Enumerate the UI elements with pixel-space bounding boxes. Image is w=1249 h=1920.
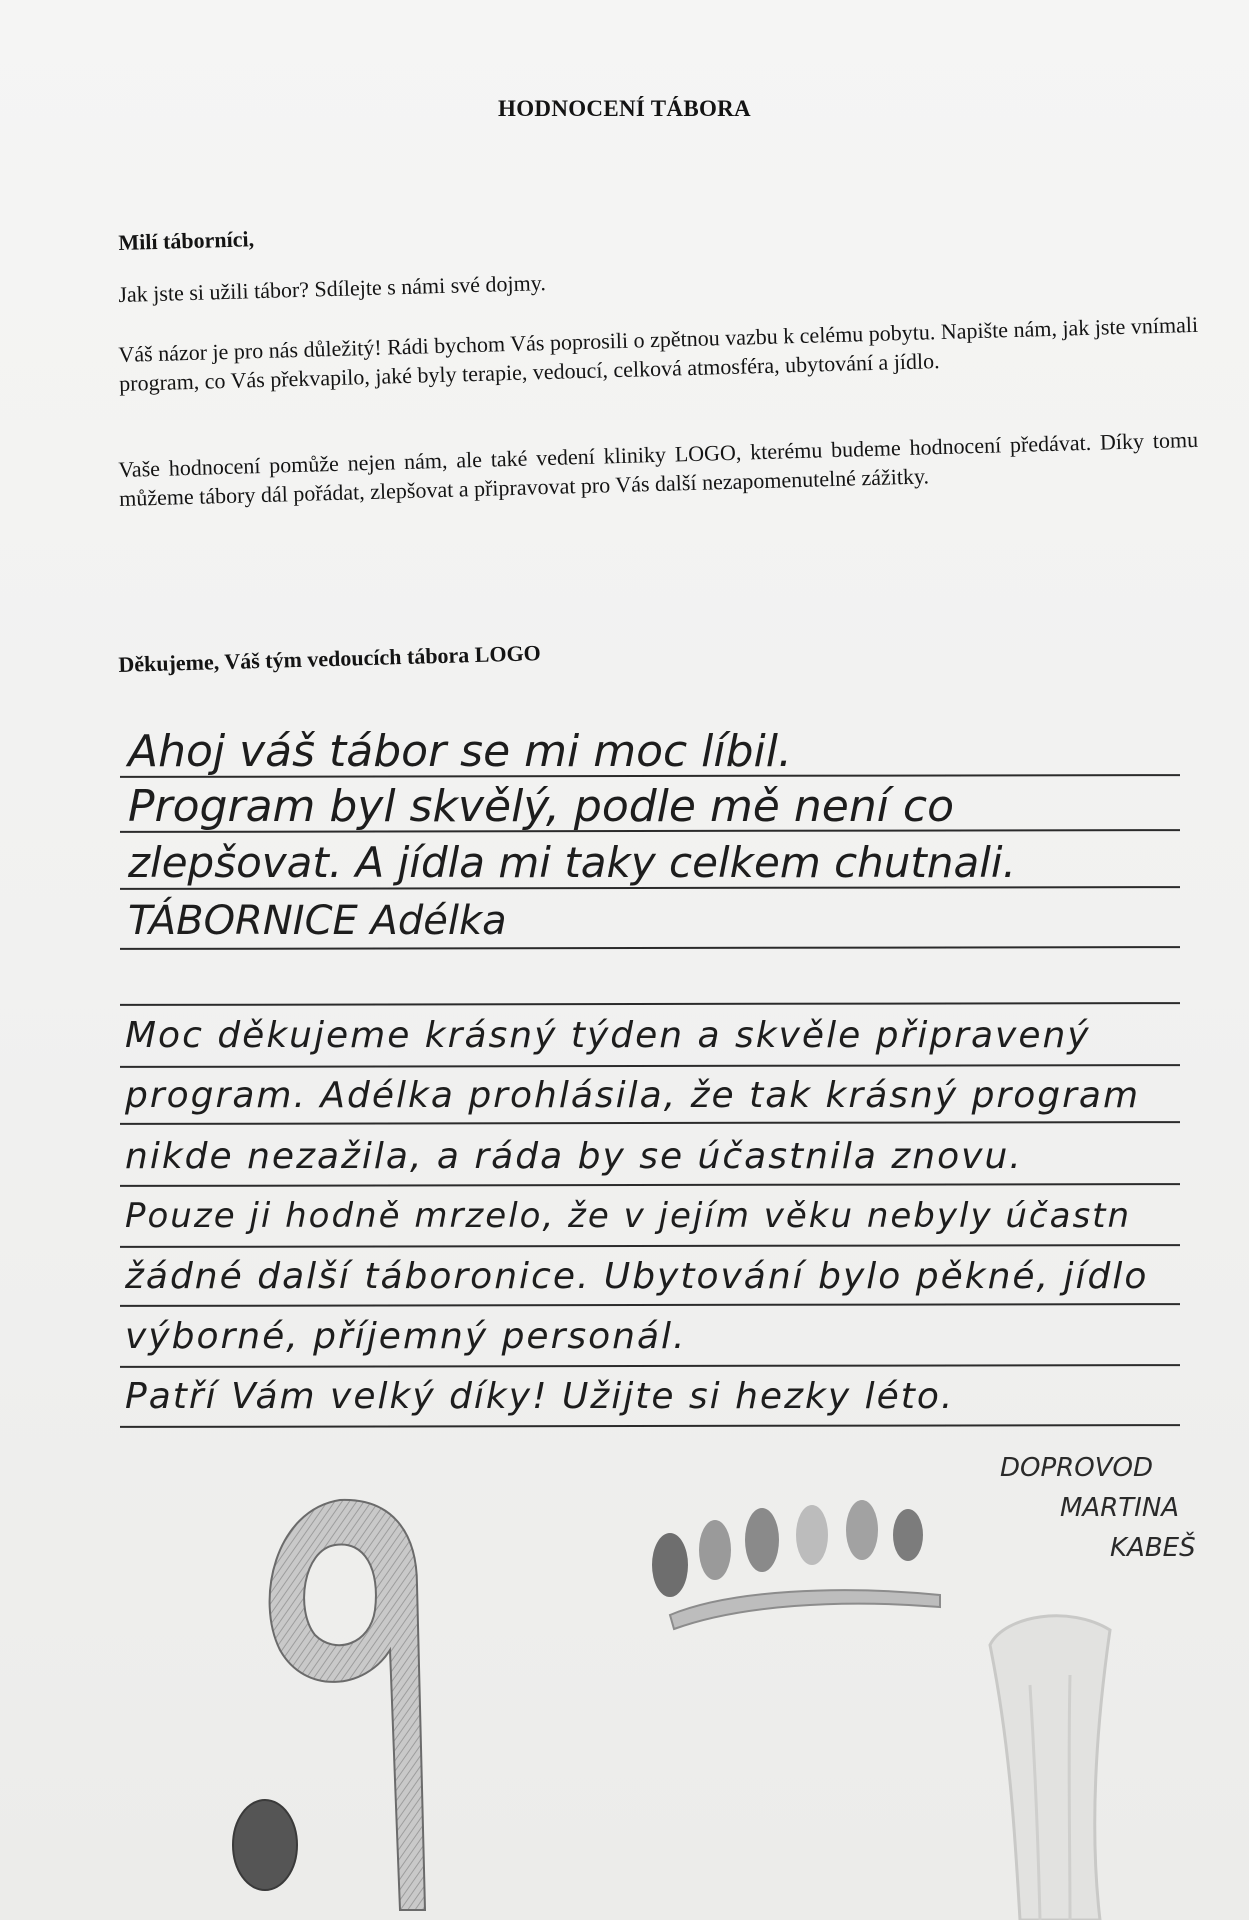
credit-line: KABEŠ <box>1110 1533 1196 1563</box>
pencil-drawing-nine <box>225 1490 455 1920</box>
parent-note-line: Patří Vám velký díky! Užijte si hezky léto. <box>125 1376 955 1417</box>
form-title: HODNOCENÍ TÁBORA <box>498 96 751 121</box>
companion-credit <box>1000 1448 1196 1568</box>
question-text: Jak jste si užili tábor? Sdílejte s námi své dojmy. <box>118 270 547 307</box>
ruled-line <box>120 1002 1180 1006</box>
credit-line: MARTINA <box>1060 1493 1180 1523</box>
camper-note-line: Ahoj váš tábor se mi moc líbil. <box>128 726 792 777</box>
ruled-line <box>120 1183 1180 1187</box>
ruled-line <box>120 1424 1180 1428</box>
credit-line: DOPROVOD <box>1000 1453 1153 1483</box>
parent-note-line: žádné další táboronice. Ubytování bylo pěkné, jídlo <box>125 1256 1149 1297</box>
parent-note-line: nikde nezažila, a ráda by se účastnila znovu. <box>125 1136 1023 1177</box>
pencil-drawing-tree <box>920 1585 1180 1920</box>
ruled-line <box>120 1064 1180 1068</box>
camper-note-line: Program byl skvělý, podle mě není co <box>128 781 955 832</box>
parent-note-line: program. Adélka prohlásila, že tak krásný program <box>125 1075 1141 1116</box>
ruled-line <box>120 1364 1180 1368</box>
ruled-line <box>120 1121 1180 1125</box>
ruled-line <box>120 1303 1180 1307</box>
pencil-drawing-tiara <box>640 1495 960 1635</box>
parent-note-line: Pouze ji hodně mrzelo, že v jejím věku nebyly účastn <box>125 1196 1132 1236</box>
greeting: Milí táborníci, <box>118 226 255 255</box>
parent-note-line: výborné, příjemný personál. <box>125 1316 687 1357</box>
camper-note-line: zlepšovat. A jídla mi taky celkem chutnali. <box>128 838 1016 887</box>
signoff: Děkujeme, Váš tým vedoucích tábora LOGO <box>118 640 542 677</box>
purpose-paragraph: Vaše hodnocení pomůže nejen nám, ale také vedení kliniky LOGO, kterému budeme hodnocení předávat. Díky tomu můžeme tábory dál pořádat, zlepšovat a připravovat pro Vás další nezapomenutelné zážitky. <box>118 426 1199 511</box>
ruled-line <box>120 946 1180 950</box>
parent-note-line: Moc děkujeme krásný týden a skvěle připravený <box>125 1015 1091 1056</box>
intro-paragraph: Váš názor je pro nás důležitý! Rádi bychom Vás poprosili o zpětnou vazbu k celému pobytu. Napište nám, jak jste vnímali program, co Vás překvapilo, jaké byly terapie, vedoucí, celková atmosféra, ubytování a jídlo. <box>118 311 1199 396</box>
ruled-line <box>120 1244 1180 1248</box>
camper-signature: TÁBORNICE Adélka <box>128 898 507 944</box>
